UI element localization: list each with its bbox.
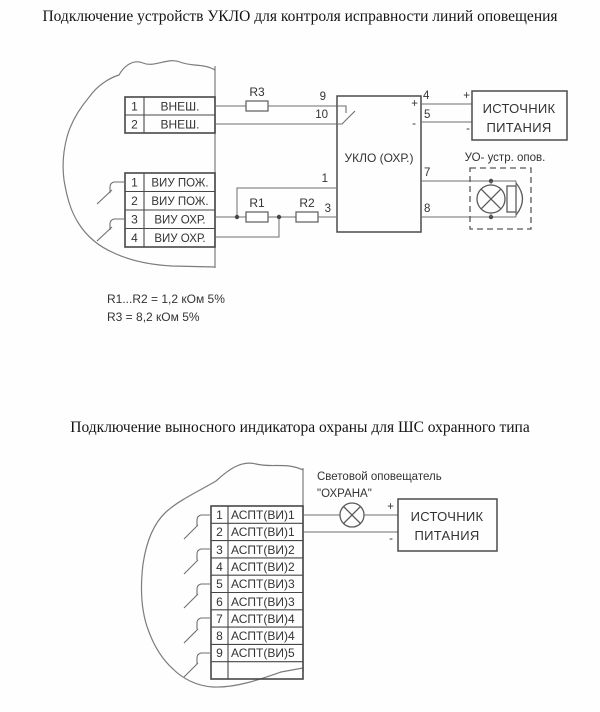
polarity-plus: + (411, 98, 418, 110)
terminal-number: 4 (216, 560, 223, 574)
terminal-number: 1 (216, 508, 223, 522)
diagram1-title: Подключение устройств УКЛО для контроля исправности линий оповещения (42, 8, 558, 25)
resistor-note: R3 = 8,2 кОм 5% (107, 310, 200, 324)
switch-contact-icon (184, 549, 211, 574)
power-source-label: ПИТАНИЯ (414, 528, 480, 543)
terminal-label: ВИУ ОХР. (154, 214, 206, 227)
switch-contact-icon (184, 653, 211, 677)
pin-number: 7 (424, 167, 431, 179)
terminal-block-aspt (211, 506, 303, 679)
resistor-body (296, 212, 318, 222)
terminal-label: АСПТ(ВИ)1 (231, 508, 295, 522)
terminal-label: ВИУ ПОЖ. (151, 177, 209, 190)
junction-dot (277, 215, 281, 219)
resistor-label: R3 (249, 85, 265, 99)
power-source-label: ПИТАНИЯ (486, 120, 552, 135)
diagram2-title: Подключение выносного индикатора охраны для ШС охранного типа (70, 419, 530, 436)
switch-contact-icon (184, 515, 211, 539)
terminal-number: 5 (216, 577, 223, 591)
resistor-label: R2 (299, 196, 315, 210)
power-source-label: ИСТОЧНИК (482, 101, 556, 116)
terminal-number: 3 (131, 212, 138, 227)
polarity-plus: + (387, 501, 394, 513)
power-source-box (472, 91, 567, 140)
switch-contact-icon (97, 182, 125, 204)
annunciator-caption: Световой оповещатель (317, 471, 442, 483)
terminal-number: 8 (216, 629, 223, 643)
power-source-box (398, 499, 497, 551)
uklo-box (337, 96, 421, 232)
terminal-number: 3 (216, 543, 223, 557)
terminal-label: ВИУ ПОЖ. (151, 196, 209, 208)
pin-number: 4 (423, 90, 430, 102)
terminal-label: АСПТ(ВИ)2 (231, 543, 295, 557)
terminal-label: АСПТ(ВИ)4 (231, 612, 295, 626)
resistor-body (246, 101, 268, 111)
terminal-label: АСПТ(ВИ)2 (231, 560, 295, 574)
terminal-number: 2 (131, 194, 138, 208)
resistor-r1 (246, 196, 268, 222)
terminal-number: 1 (131, 99, 138, 114)
polarity-minus: - (466, 123, 470, 135)
annunciator-caption: "ОХРАНА" (317, 488, 372, 500)
pin-number: 1 (321, 173, 328, 185)
terminal-label: АСПТ(ВИ)4 (231, 629, 295, 643)
terminal-label: АСПТ(ВИ)3 (231, 577, 295, 591)
polarity-minus: - (412, 118, 416, 130)
lamp-icon (477, 181, 505, 217)
annunciator-caption: УО- устр. опов. (464, 152, 546, 164)
resistor-body (246, 212, 268, 222)
resistor-note: R1...R2 = 1,2 кОм 5% (107, 292, 225, 306)
power-source-label: ИСТОЧНИК (410, 509, 484, 524)
switch-contact-icon (97, 219, 125, 241)
diagram1-graphic (63, 61, 567, 324)
terminal-label: ВНЕШ. (160, 117, 200, 132)
terminal-number: 4 (131, 231, 138, 245)
terminal-number: 9 (216, 646, 223, 660)
pin-number: 9 (319, 91, 326, 103)
uklo-label: УКЛО (ОХР.) (344, 151, 414, 165)
switch-contact-icon (184, 618, 211, 643)
resistor-label: R1 (249, 196, 265, 210)
terminal-label: ВНЕШ. (160, 99, 200, 114)
diagram2-graphic (141, 463, 497, 687)
switch-contact-icon (184, 584, 211, 608)
terminal-number: 2 (131, 117, 138, 132)
polarity-minus: - (389, 533, 393, 545)
resistor-r2 (296, 196, 318, 222)
terminal-number: 7 (216, 612, 223, 626)
polarity-plus: + (463, 90, 470, 102)
terminal-number: 1 (131, 175, 138, 190)
pin-number: 8 (424, 203, 431, 215)
terminal-label: АСПТ(ВИ)5 (231, 646, 295, 660)
pin-number: 3 (324, 203, 331, 215)
terminal-label: ВИУ ОХР. (154, 233, 206, 245)
terminal-label: АСПТ(ВИ)1 (231, 525, 295, 539)
power-source-frame (398, 499, 497, 551)
junction-dot (235, 215, 239, 219)
pin-number: 10 (315, 109, 328, 121)
terminal-label: АСПТ(ВИ)3 (231, 595, 295, 609)
lamp-icon (340, 503, 364, 527)
terminal-number: 2 (216, 525, 223, 539)
terminal-block-vnesh (125, 97, 215, 133)
sounder-icon (507, 183, 523, 215)
terminal-number: 6 (216, 595, 223, 609)
terminal-block-viu (125, 173, 215, 247)
relay-contact-icon (337, 106, 355, 124)
resistor-r3 (246, 85, 268, 111)
pin-number: 5 (424, 109, 431, 121)
